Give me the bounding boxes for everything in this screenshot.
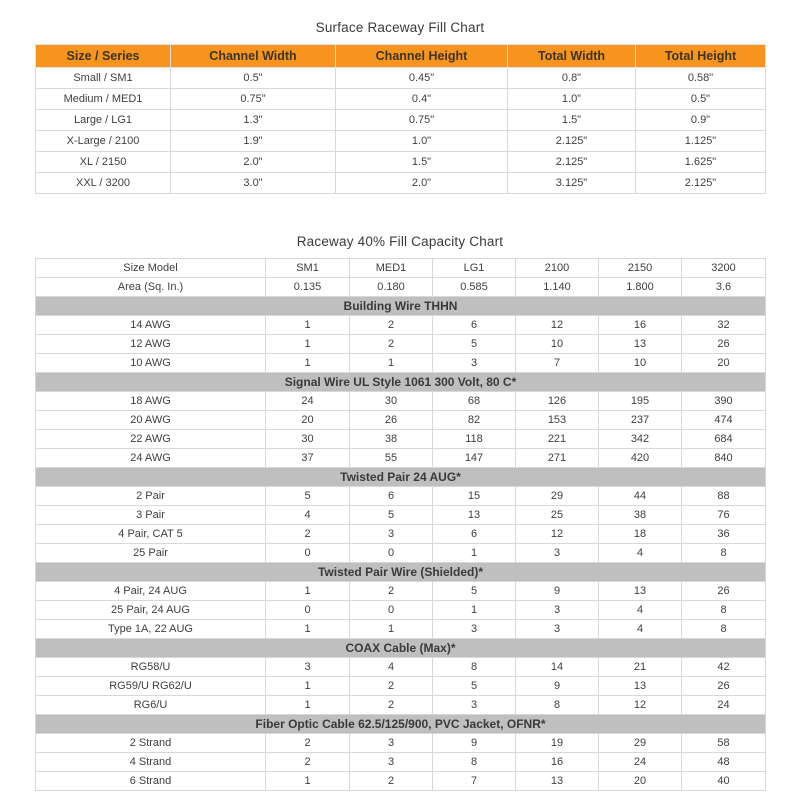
row-label: Medium / MED1 [36, 89, 171, 110]
cell-value: 0.75" [171, 89, 336, 110]
cell-value: 5 [433, 677, 516, 696]
cell-value: 342 [599, 430, 682, 449]
cell-value: 2 [350, 696, 433, 715]
row-label: 6 Strand [36, 772, 266, 791]
row-label: XXL / 3200 [36, 173, 171, 194]
cell-value: SM1 [266, 259, 350, 278]
cell-value: 4 [599, 620, 682, 639]
cell-value: 147 [433, 449, 516, 468]
cell-value: 38 [599, 506, 682, 525]
row-label: 25 Pair [36, 544, 266, 563]
cell-value: 1.9" [171, 131, 336, 152]
cell-value: 1.125" [636, 131, 766, 152]
cell-value: 20 [682, 354, 766, 373]
table-row [36, 734, 766, 753]
section-title: Signal Wire UL Style 1061 300 Volt, 80 C* [36, 373, 766, 392]
cell-value: 19 [516, 734, 599, 753]
cell-value: 1.0" [336, 131, 508, 152]
cell-value: 68 [433, 392, 516, 411]
cell-value: 4 [266, 506, 350, 525]
cell-value: 390 [682, 392, 766, 411]
row-label: 12 AWG [36, 335, 266, 354]
cell-value: 3 [350, 525, 433, 544]
row-label: 20 AWG [36, 411, 266, 430]
cell-value: 1.0" [508, 89, 636, 110]
cell-value: 24 [599, 753, 682, 772]
cell-value: 12 [516, 316, 599, 335]
cell-value: 26 [350, 411, 433, 430]
row-label: 10 AWG [36, 354, 266, 373]
cell-value: MED1 [350, 259, 433, 278]
row-label: 25 Pair, 24 AUG [36, 601, 266, 620]
cell-value: LG1 [433, 259, 516, 278]
row-label: 3 Pair [36, 506, 266, 525]
column-header: Total Width [508, 45, 636, 68]
cell-value: 5 [266, 487, 350, 506]
cell-value: 3 [433, 696, 516, 715]
table-row [36, 506, 766, 525]
section-title: COAX Cable (Max)* [36, 639, 766, 658]
cell-value: 2 [350, 772, 433, 791]
cell-value: 0.585 [433, 278, 516, 297]
table-row [36, 753, 766, 772]
cell-value: 1.140 [516, 278, 599, 297]
capacity-header-row [36, 259, 766, 278]
cell-value: 1.625" [636, 152, 766, 173]
cell-value: 0.8" [508, 68, 636, 89]
row-label: 2 Pair [36, 487, 266, 506]
table-row [36, 110, 766, 131]
cell-value: 3 [350, 734, 433, 753]
cell-value: 684 [682, 430, 766, 449]
cell-value: 3 [350, 753, 433, 772]
cell-value: 1 [266, 354, 350, 373]
section-title: Building Wire THHN [36, 297, 766, 316]
cell-value: 0.5" [171, 68, 336, 89]
section-header-row [36, 468, 766, 487]
cell-value: 58 [682, 734, 766, 753]
row-label: 22 AWG [36, 430, 266, 449]
cell-value: 10 [516, 335, 599, 354]
cell-value: 2 [266, 753, 350, 772]
row-label: X-Large / 2100 [36, 131, 171, 152]
row-label: Large / LG1 [36, 110, 171, 131]
cell-value: 16 [516, 753, 599, 772]
cell-value: 0 [350, 601, 433, 620]
cell-value: 40 [682, 772, 766, 791]
cell-value: 26 [682, 677, 766, 696]
section-header-row [36, 297, 766, 316]
cell-value: 0.135 [266, 278, 350, 297]
capacity-chart-title: Raceway 40% Fill Capacity Chart [296, 234, 504, 249]
cell-value: 0.58" [636, 68, 766, 89]
section-title: Twisted Pair 24 AUG* [36, 468, 766, 487]
cell-value: 2 [350, 335, 433, 354]
cell-value: 12 [516, 525, 599, 544]
cell-value: 1 [350, 620, 433, 639]
cell-value: 15 [433, 487, 516, 506]
cell-value: 7 [516, 354, 599, 373]
cell-value: 26 [682, 335, 766, 354]
section-header-row [36, 715, 766, 734]
cell-value: 3 [433, 620, 516, 639]
row-label: 4 Strand [36, 753, 266, 772]
cell-value: 2100 [516, 259, 599, 278]
section-header-row [36, 639, 766, 658]
capacity-header-row [36, 278, 766, 297]
cell-value: 0 [350, 544, 433, 563]
table-row [36, 696, 766, 715]
cell-value: 10 [599, 354, 682, 373]
cell-value: 76 [682, 506, 766, 525]
cell-value: 1 [266, 620, 350, 639]
cell-value: 221 [516, 430, 599, 449]
cell-value: 1.800 [599, 278, 682, 297]
cell-value: 5 [433, 335, 516, 354]
cell-value: 118 [433, 430, 516, 449]
table-row [36, 772, 766, 791]
row-label: Type 1A, 22 AUG [36, 620, 266, 639]
cell-value: 37 [266, 449, 350, 468]
cell-value: 20 [266, 411, 350, 430]
table-row [36, 89, 766, 110]
cell-value: 1.5" [336, 152, 508, 173]
cell-value: 1 [433, 544, 516, 563]
cell-value: 1 [266, 677, 350, 696]
cell-value: 24 [682, 696, 766, 715]
fill-chart-body [36, 68, 766, 194]
row-label: XL / 2150 [36, 152, 171, 173]
cell-value: 1 [266, 696, 350, 715]
cell-value: 6 [433, 525, 516, 544]
row-label: RG58/U [36, 658, 266, 677]
table-row [36, 68, 766, 89]
row-label: RG6/U [36, 696, 266, 715]
cell-value: 2 [350, 677, 433, 696]
row-label: RG59/U RG62/U [36, 677, 266, 696]
cell-value: 0.180 [350, 278, 433, 297]
row-label: 24 AWG [36, 449, 266, 468]
cell-value: 0.4" [336, 89, 508, 110]
row-label: 4 Pair, 24 AUG [36, 582, 266, 601]
cell-value: 48 [682, 753, 766, 772]
cell-value: 1.3" [171, 110, 336, 131]
table-row [36, 430, 766, 449]
cell-value: 271 [516, 449, 599, 468]
cell-value: 2.125" [508, 152, 636, 173]
cell-value: 3 [516, 544, 599, 563]
cell-value: 1 [433, 601, 516, 620]
row-label: 4 Pair, CAT 5 [36, 525, 266, 544]
fill-chart-header-row [36, 45, 766, 68]
cell-value: 13 [599, 335, 682, 354]
cell-value: 8 [516, 696, 599, 715]
cell-value: 2 [266, 734, 350, 753]
cell-value: 9 [516, 677, 599, 696]
cell-value: 38 [350, 430, 433, 449]
row-label: 18 AWG [36, 392, 266, 411]
cell-value: 82 [433, 411, 516, 430]
cell-value: 3 [266, 658, 350, 677]
cell-value: 30 [350, 392, 433, 411]
cell-value: 8 [433, 658, 516, 677]
cell-value: 29 [516, 487, 599, 506]
cell-value: 3 [516, 620, 599, 639]
table-row [36, 316, 766, 335]
table-row [36, 152, 766, 173]
table-row [36, 449, 766, 468]
cell-value: 1 [266, 335, 350, 354]
table-row [36, 173, 766, 194]
cell-value: 3.6 [682, 278, 766, 297]
fill-chart-title: Surface Raceway Fill Chart [315, 20, 485, 35]
cell-value: 3.125" [508, 173, 636, 194]
cell-value: 20 [599, 772, 682, 791]
cell-value: 29 [599, 734, 682, 753]
cell-value: 24 [266, 392, 350, 411]
cell-value: 1 [266, 772, 350, 791]
cell-value: 9 [433, 734, 516, 753]
table-row [36, 658, 766, 677]
column-header: Size / Series [36, 45, 171, 68]
cell-value: 7 [433, 772, 516, 791]
cell-value: 8 [682, 544, 766, 563]
raceway-capacity-chart [35, 258, 766, 791]
cell-value: 44 [599, 487, 682, 506]
cell-value: 153 [516, 411, 599, 430]
cell-value: 2150 [599, 259, 682, 278]
cell-value: 474 [682, 411, 766, 430]
cell-value: 55 [350, 449, 433, 468]
cell-value: 1 [350, 354, 433, 373]
cell-value: 195 [599, 392, 682, 411]
cell-value: 26 [682, 582, 766, 601]
cell-value: 6 [350, 487, 433, 506]
cell-value: 1 [266, 316, 350, 335]
cell-value: 0.9" [636, 110, 766, 131]
section-title: Fiber Optic Cable 62.5/125/900, PVC Jacket, OFNR* [36, 715, 766, 734]
section-header-row [36, 373, 766, 392]
cell-value: 8 [682, 620, 766, 639]
cell-value: 2.0" [336, 173, 508, 194]
cell-value: 42 [682, 658, 766, 677]
cell-value: 840 [682, 449, 766, 468]
cell-value: 2.0" [171, 152, 336, 173]
cell-value: 88 [682, 487, 766, 506]
cell-value: 9 [516, 582, 599, 601]
cell-value: 0.45" [336, 68, 508, 89]
section-title: Twisted Pair Wire (Shielded)* [36, 563, 766, 582]
cell-value: 2.125" [508, 131, 636, 152]
table-row [36, 411, 766, 430]
cell-value: 25 [516, 506, 599, 525]
table-row [36, 544, 766, 563]
table-row [36, 582, 766, 601]
cell-value: 3 [516, 601, 599, 620]
column-header: Total Height [636, 45, 766, 68]
row-label: Area (Sq. In.) [36, 278, 266, 297]
cell-value: 32 [682, 316, 766, 335]
cell-value: 126 [516, 392, 599, 411]
cell-value: 18 [599, 525, 682, 544]
cell-value: 3.0" [171, 173, 336, 194]
cell-value: 0 [266, 544, 350, 563]
cell-value: 4 [599, 601, 682, 620]
cell-value: 13 [516, 772, 599, 791]
section-header-row [36, 563, 766, 582]
table-row [36, 131, 766, 152]
cell-value: 5 [433, 582, 516, 601]
cell-value: 0.5" [636, 89, 766, 110]
row-label: 14 AWG [36, 316, 266, 335]
cell-value: 21 [599, 658, 682, 677]
cell-value: 14 [516, 658, 599, 677]
row-label: Size Model [36, 259, 266, 278]
cell-value: 3200 [682, 259, 766, 278]
row-label: 2 Strand [36, 734, 266, 753]
table-row [36, 525, 766, 544]
cell-value: 4 [350, 658, 433, 677]
cell-value: 13 [599, 677, 682, 696]
cell-value: 36 [682, 525, 766, 544]
table-row [36, 620, 766, 639]
cell-value: 6 [433, 316, 516, 335]
cell-value: 0.75" [336, 110, 508, 131]
capacity-chart-body [36, 259, 766, 791]
table-row [36, 354, 766, 373]
cell-value: 13 [433, 506, 516, 525]
cell-value: 8 [433, 753, 516, 772]
cell-value: 16 [599, 316, 682, 335]
cell-value: 30 [266, 430, 350, 449]
table-row [36, 487, 766, 506]
table-row [36, 392, 766, 411]
cell-value: 2 [350, 316, 433, 335]
table-row [36, 601, 766, 620]
row-label: Small / SM1 [36, 68, 171, 89]
cell-value: 2.125" [636, 173, 766, 194]
column-header: Channel Width [171, 45, 336, 68]
surface-raceway-fill-chart [35, 44, 766, 194]
cell-value: 8 [682, 601, 766, 620]
cell-value: 420 [599, 449, 682, 468]
cell-value: 3 [433, 354, 516, 373]
table-row [36, 677, 766, 696]
cell-value: 12 [599, 696, 682, 715]
cell-value: 2 [350, 582, 433, 601]
cell-value: 1 [266, 582, 350, 601]
column-header: Channel Height [336, 45, 508, 68]
table-row [36, 335, 766, 354]
cell-value: 1.5" [508, 110, 636, 131]
cell-value: 0 [266, 601, 350, 620]
cell-value: 2 [266, 525, 350, 544]
cell-value: 4 [599, 544, 682, 563]
cell-value: 5 [350, 506, 433, 525]
cell-value: 237 [599, 411, 682, 430]
cell-value: 13 [599, 582, 682, 601]
